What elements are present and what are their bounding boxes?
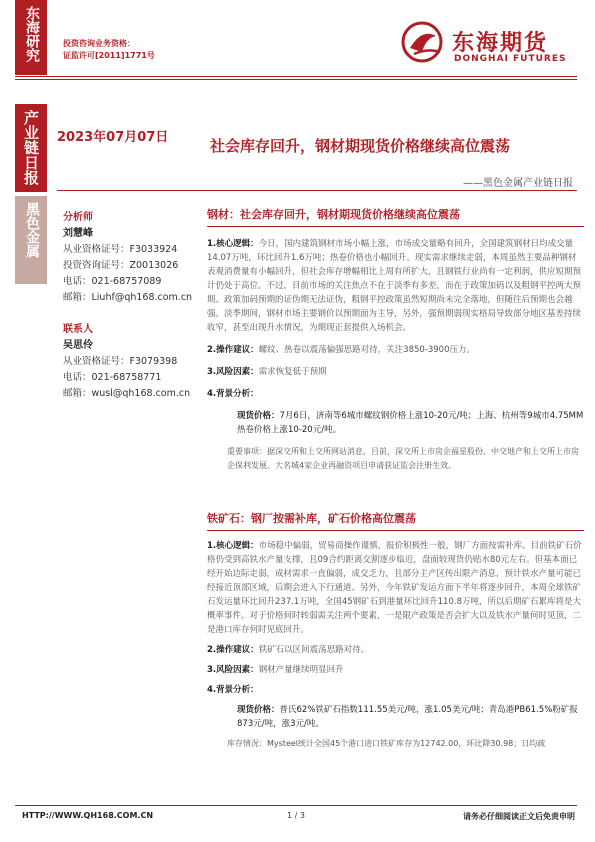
contact-phone: 电话：021-68758771 xyxy=(63,372,162,383)
header-divider xyxy=(15,76,577,77)
ore-section xyxy=(207,512,584,751)
ore-risk-label: 3.风险因素： xyxy=(207,665,259,675)
steel-op-label: 2.操作建议： xyxy=(207,345,259,355)
analyst-heading: 分析师 xyxy=(63,212,93,223)
logo-mark-icon xyxy=(400,18,448,66)
ore-risk-text: 钢材产量继续明显回升 xyxy=(258,665,344,675)
title-divider xyxy=(57,190,577,191)
steel-op-text: 螺纹、热卷以震荡偏强思路对待，关注3850-3900压力。 xyxy=(258,345,475,355)
contact-email[interactable]: 邮箱：wusl@qh168.com.cn xyxy=(63,388,191,399)
license-info xyxy=(63,38,155,62)
license-line-2: 证监许可[2011]1771号 xyxy=(63,51,155,60)
ore-core-logic xyxy=(207,539,584,637)
report-subtitle: ——黑色金属产业链日报 xyxy=(463,178,573,189)
ore-spot-label: 现货价格： xyxy=(237,705,280,715)
steel-risk-label: 3.风险因素： xyxy=(207,367,259,377)
analyst-email[interactable]: 邮箱：Liuhf@qh168.com.cn xyxy=(63,292,193,303)
category-sidebar-block xyxy=(15,104,47,192)
contact-heading: 联系人 xyxy=(63,324,93,335)
steel-operation xyxy=(207,343,584,357)
ore-background-label: 4.背景分析： xyxy=(207,685,259,695)
steel-core-logic xyxy=(207,237,584,335)
analyst-advisory-cert: 投资咨询证号：Z0013026 xyxy=(63,260,179,271)
contact-cert: 从业资格证号：F3079398 xyxy=(63,356,178,367)
steel-news: 重要事项：据深交所和上交所网站消息，目前，深交所上市房企福星股份、中交地产和上交所上市房企保利发展、大名城4家企业再融资项目申请获证监会注册生效。 xyxy=(227,447,579,470)
steel-background-label: 4.背景分析： xyxy=(207,389,259,399)
report-title: 社会库存回升，钢材期现货价格继续高位震荡 xyxy=(210,137,511,155)
brand-sidebar-block xyxy=(15,0,47,75)
steel-risk xyxy=(207,365,584,379)
steel-spot-label: 现货价格： xyxy=(237,411,280,421)
steel-spot-text: 7月6日，济南等6城市螺纹钢价格上涨10-20元/吨；上海、杭州等9城市4.75MM热卷价格上涨10-20元/吨。 xyxy=(237,411,584,435)
ore-risk xyxy=(207,663,584,677)
logo-english-name: DONGHAI FUTURES xyxy=(454,54,567,64)
footer-url-link[interactable]: HTTP://WWW.QH168.COM.CN xyxy=(22,811,154,820)
steel-spot-price xyxy=(207,409,584,437)
ore-op-text: 铁矿石以区间震荡思路对待。 xyxy=(258,645,370,655)
ore-logic-text: 市场稳中偏弱，贸易商操作谨慎，报价积极性一般，钢厂方面按需补库。目前铁矿石价格仍受到高铁水产量支撑，且09合约距离交割逐步临近，盘面较现货仍贴水80元左右。但基本面已经开始边际走弱，成材需求一直偏弱，成交乏力，且部分主产区传出限产消息，预计铁水产量可能已经接近顶部区域，后期会进入下行通道。另外，今年铁矿发运方面下半年将逐步回升，本周全球铁矿石发运量环比回升237.1万吨，全国45钢矿石到港量环比回升110.8万吨，所以后期矿石累库将是大概率事件。对于价格何时转弱需关注两个要素，一是限产政策是否会扩大以及铁水产量何时见顶，二是港口库存何时见底回升。 xyxy=(207,541,582,635)
sector-label: 黑色金属 xyxy=(24,202,40,258)
steel-logic-text: 今日，国内建筑钢材市场小幅上涨，市场成交量略有回升，全国建筑钢材日均成交量14.07万吨，环比回升1.6万吨；热卷价格也小幅回升。现实需求继续走弱，本周虽然主要品种钢材表观消费量有小幅回升，但社会库存增幅相比上周有所扩大，且钢铁行业尚有一定利润，供应短期预计仍处于高位。不过，目前市场的关注焦点不在于淡季有多差，而在于政策加码以及粗钢平控两大预期。政策加码预期的证伪期无法证伪，粗钢平控政策虽然短期尚未完全落地，但随往后预期也会越强。淡季期间，钢材市场主要钢价以预期面为主导，另外，强预期弱现实格局导致部分地区基差持续收窄，甚至出现升水情况，为期现正套提供入场机会。 xyxy=(207,239,582,333)
contact-name: 吴思伶 xyxy=(63,340,93,351)
steel-section xyxy=(207,208,584,473)
steel-risk-text: 需求恢复低于预期 xyxy=(258,367,327,377)
sector-sidebar-block xyxy=(15,196,47,284)
analyst-cert: 从业资格证号：F3033924 xyxy=(63,244,178,255)
ore-spot-text: 普氏62%铁矿石指数111.55美元/吨，涨1.05美元/吨；青岛港PB61.5%粉矿报873元/吨，涨3元/吨。 xyxy=(237,705,578,729)
license-line-1: 投资咨询业务资格： xyxy=(63,39,135,48)
ore-spot-price xyxy=(207,703,584,731)
logo-chinese-name: 东海期货 xyxy=(452,31,549,56)
ore-section-title: 铁矿石：钢厂按需补库，矿石价格高位震荡 xyxy=(207,512,416,525)
brand-label: 东海研究 xyxy=(24,6,40,62)
company-logo xyxy=(400,18,580,68)
steel-logic-label: 1.核心逻辑： xyxy=(207,239,259,249)
header-divider-secondary xyxy=(15,79,577,80)
report-date: 2023年07月07日 xyxy=(57,130,169,145)
ore-operation xyxy=(207,643,584,657)
ore-op-label: 2.操作建议： xyxy=(207,645,259,655)
page-number: 1 / 3 xyxy=(287,811,305,820)
ore-inventory: 库存情况：Mysteel统计全国45个港口进口铁矿库存为12742.00，环比降30.98；日均疏 xyxy=(227,739,546,748)
footer-disclaimer: 请务必仔细阅读正文后免责申明 xyxy=(463,812,575,821)
analyst-name: 刘慧峰 xyxy=(63,228,93,239)
category-label: 产业链日报 xyxy=(22,110,40,185)
footer-divider xyxy=(15,805,577,806)
author-info xyxy=(63,210,198,402)
analyst-phone: 电话：021-68757089 xyxy=(63,276,162,287)
steel-section-title: 钢材：社会库存回升，钢材期现货价格继续高位震荡 xyxy=(207,208,460,221)
steel-section-divider xyxy=(207,226,584,227)
ore-logic-label: 1.核心逻辑： xyxy=(207,541,259,551)
ore-section-divider xyxy=(207,530,584,531)
